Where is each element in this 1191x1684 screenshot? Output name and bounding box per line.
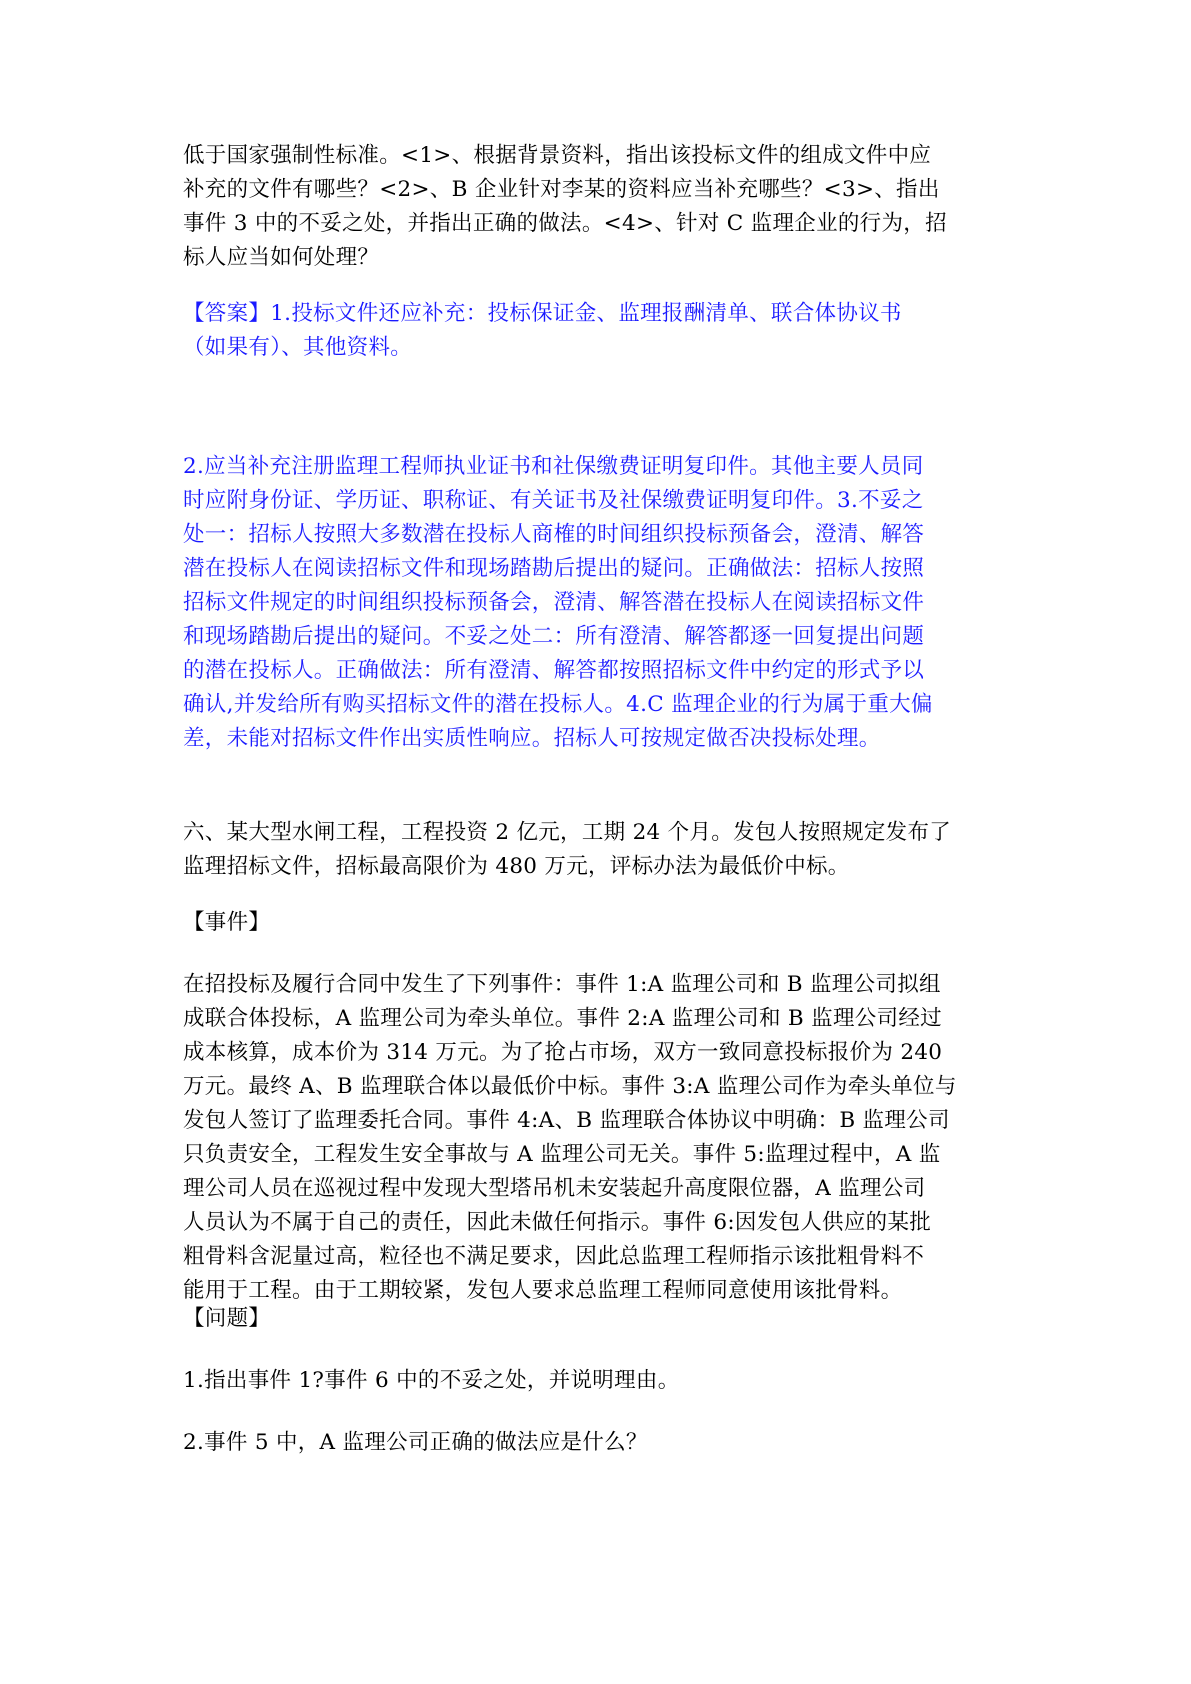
text-line: 确认,并发给所有购买招标文件的潜在投标人。4.C 监理企业的行为属于重大偏 xyxy=(183,692,933,717)
text-line: 时应附身份证、学历证、职称证、有关证书及社保缴费证明复印件。3.不妥之 xyxy=(183,488,924,513)
events-paragraph xyxy=(183,968,1013,1308)
question-six-intro xyxy=(183,816,1013,884)
text-line: 招标文件规定的时间组织投标预备会，澄清、解答潜在投标人在阅读招标文件 xyxy=(183,590,925,615)
text-line: 人员认为不属于自己的责任，因此未做任何指示。事件 6:因发包人供应的某批 xyxy=(183,1210,932,1235)
text-line: 补充的文件有哪些？<2>、B 企业针对李某的资料应当补充哪些？<3>、指出 xyxy=(183,177,940,202)
text-line: 成本核算，成本价为 314 万元。为了抢占市场，双方一致同意投标报价为 240 xyxy=(183,1040,943,1065)
text-line: 标人应当如何处理？ xyxy=(183,245,380,270)
text-line: 的潜在投标人。正确做法：所有澄清、解答都按照招标文件中约定的形式予以 xyxy=(183,658,925,683)
text-line: 差，未能对招标文件作出实质性响应。招标人可按规定做否决投标处理。 xyxy=(183,726,881,751)
text-line: 六、某大型水闸工程，工程投资 2 亿元，工期 24 个月。发包人按照规定发布了 xyxy=(183,820,952,845)
text-line: 【答案】1.投标文件还应补充：投标保证金、监理报酬清单、联合体协议书 xyxy=(183,301,902,326)
text-line: 成联合体投标，A 监理公司为牵头单位。事件 2:A 监理公司和 B 监理公司经过 xyxy=(183,1006,942,1031)
events-heading: 【事件】 xyxy=(183,910,271,935)
text-line: 万元。最终 A、B 监理联合体以最低价中标。事件 3:A 监理公司作为牵头单位与 xyxy=(183,1074,957,1099)
text-line: 潜在投标人在阅读招标文件和现场踏勘后提出的疑问。正确做法：招标人按照 xyxy=(183,556,925,581)
text-line: 监理招标文件，招标最高限价为 480 万元，评标办法为最低价中标。 xyxy=(183,854,850,879)
text-line: 粗骨料含泥量过高，粒径也不满足要求，因此总监理工程师指示该批粗骨料不 xyxy=(183,1244,925,1269)
text-line: 2.应当补充注册监理工程师执业证书和社保缴费证明复印件。其他主要人员同 xyxy=(183,454,924,479)
answer-paragraph-2 xyxy=(183,450,1013,756)
text-line: 低于国家强制性标准。<1>、根据背景资料，指出该投标文件的组成文件中应 xyxy=(183,143,932,168)
text-line: 只负责安全，工程发生安全事故与 A 监理公司无关。事件 5:监理过程中，A 监 xyxy=(183,1142,941,1167)
question-1: 1.指出事件 1?事件 6 中的不妥之处，并说明理由。 xyxy=(183,1368,680,1393)
text-line: 能用于工程。由于工期较紧，发包人要求总监理工程师同意使用该批骨料。 xyxy=(183,1278,903,1303)
text-line: 发包人签订了监理委托合同。事件 4:A、B 监理联合体协议中明确：B 监理公司 xyxy=(183,1108,950,1133)
text-line: （如果有）、其他资料。 xyxy=(183,335,413,360)
answer-paragraph-1 xyxy=(183,297,1013,365)
text-line: 处一：招标人按照大多数潜在投标人商榷的时间组织投标预备会，澄清、解答 xyxy=(183,522,925,547)
text-line: 理公司人员在巡视过程中发现大型塔吊机未安装起升高度限位器，A 监理公司 xyxy=(183,1176,926,1201)
text-line: 和现场踏勘后提出的疑问。不妥之处二：所有澄清、解答都逐一回复提出问题 xyxy=(183,624,925,649)
text-line: 在招投标及履行合同中发生了下列事件：事件 1:A 监理公司和 B 监理公司拟组 xyxy=(183,972,941,997)
questions-heading: 【问题】 xyxy=(183,1306,271,1331)
question-2: 2.事件 5 中，A 监理公司正确的做法应是什么？ xyxy=(183,1430,648,1455)
text-line: 事件 3 中的不妥之处，并指出正确的做法。<4>、针对 C 监理企业的行为，招 xyxy=(183,211,947,236)
question-five-tail-paragraph xyxy=(183,139,1013,275)
